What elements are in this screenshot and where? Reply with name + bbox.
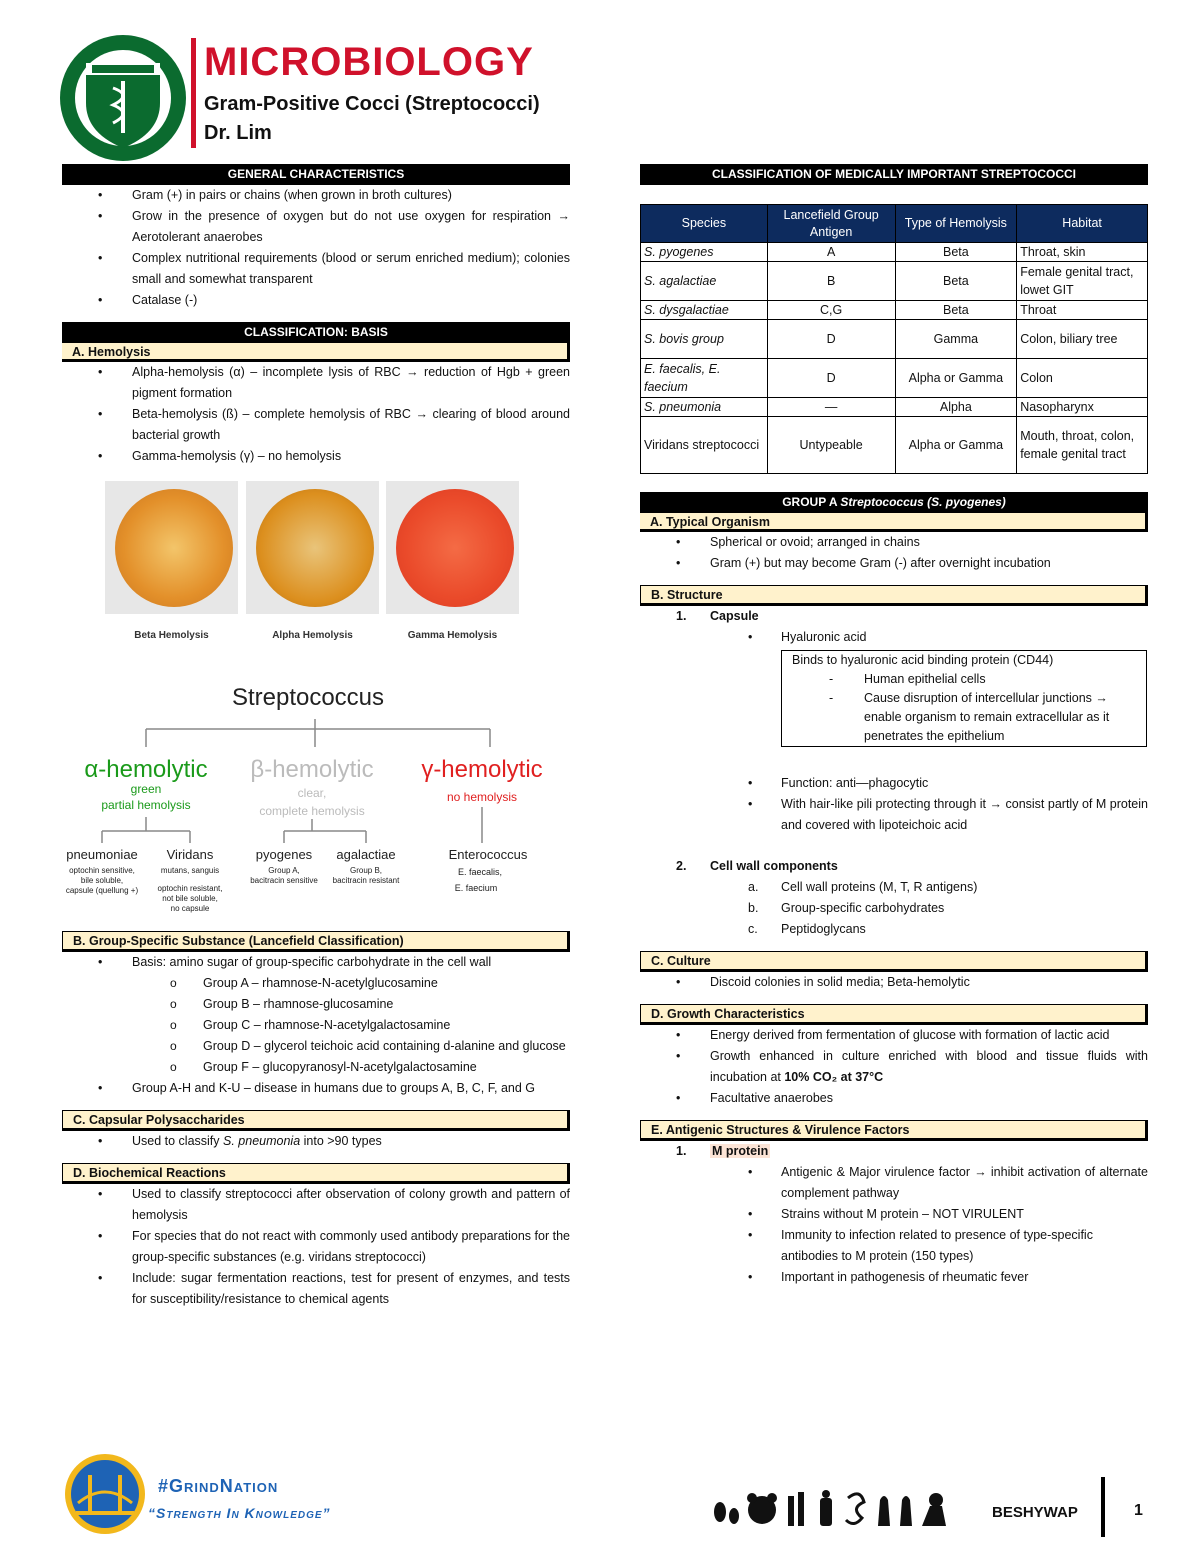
pneumoniae-label: pneumoniae xyxy=(66,847,138,862)
capsular-header: C. Capsular Polysaccharides xyxy=(62,1110,570,1131)
list-item: • Strains without M protein – NOT VIRULENT xyxy=(640,1204,1148,1225)
header-accent-bar xyxy=(191,38,196,148)
leaf-note: mutans, sanguis xyxy=(160,866,220,875)
leaf-note: Group A, xyxy=(268,866,300,875)
list-item: • With hair-like pili protecting through it → consist partly of M protein and covered with lipoteichoic acid xyxy=(640,794,1148,836)
list-item: • Function: anti—phagocytic xyxy=(640,773,1148,794)
capsule-heading: 1. Capsule xyxy=(676,609,759,623)
culture-list xyxy=(640,972,1148,993)
biochemical-list xyxy=(62,1184,570,1310)
lancefield-groups-list xyxy=(62,973,570,1078)
list-item: • Include: sugar fermentation reactions, test for present of enzymes, and tests for susceptibility/resistance to chemical agents xyxy=(62,1268,570,1310)
antigenic-header: E. Antigenic Structures & Virulence Factors xyxy=(640,1120,1148,1141)
typical-organism-list xyxy=(640,532,1148,574)
leaf-note: no capsule xyxy=(170,904,210,913)
bridge-logo xyxy=(64,1453,146,1535)
streptococcus-diagram xyxy=(62,659,570,931)
list-item: • Alpha-hemolysis (α) – incomplete lysis of RBC → reduction of Hgb + green pigment formation xyxy=(62,362,570,404)
table-row: S. dysgalactiae C,G Beta Throat xyxy=(641,301,1148,320)
list-item: • Used to classify S. pneumonia into >90 types xyxy=(62,1131,570,1152)
general-characteristics-list xyxy=(62,185,570,311)
list-item: • Spherical or ovoid; arranged in chains xyxy=(640,532,1148,553)
list-item: • Complex nutritional requirements (blood or serum enriched medium); colonies small and somewhat transparent xyxy=(62,248,570,290)
list-item: • Immunity to infection related to presence of type-specific antibodies to M protein (150 types) xyxy=(640,1225,1148,1267)
enterococcus-label: Enterococcus xyxy=(448,847,528,862)
classification-basis-header: CLASSIFICATION: BASIS xyxy=(62,322,570,343)
leaf-note: Group B, xyxy=(349,866,383,875)
classification-header: CLASSIFICATION OF MEDICALLY IMPORTANT STREPTOCOCCI xyxy=(640,164,1148,185)
beta-hemolytic-label: β-hemolytic xyxy=(250,756,374,783)
footer-divider xyxy=(1101,1477,1105,1537)
list-item: • Beta-hemolysis (ß) – complete hemolysis of RBC → clearing of blood around bacterial growth xyxy=(62,404,570,446)
box-item: - Cause disruption of intercellular junctions → enable organism to remain extracellular as it penetrates the epithelium xyxy=(792,689,1140,746)
list-item: • Growth enhanced in culture enriched with blood and tissue fluids with incubation at 10% CO₂ at 37°C xyxy=(640,1046,1148,1088)
list-item: • Grow in the presence of oxygen but do not use oxygen for respiration → Aerotolerant anaerobes xyxy=(62,206,570,248)
list-item: o Group F – glucopyranosyl-N-acetylgalactosamine xyxy=(62,1057,570,1078)
typical-organism-header: A. Typical Organism xyxy=(640,513,1148,532)
hashtag: #GrindNation xyxy=(158,1476,279,1496)
group-disease-list xyxy=(62,1078,570,1099)
list-item: • Gram (+) in pairs or chains (when grown in broth cultures) xyxy=(62,185,570,206)
agalactiae-label: agalactiae xyxy=(336,847,396,862)
capsular-list xyxy=(62,1131,570,1152)
list-item: • Energy derived from fermentation of glucose with formation of lactic acid xyxy=(640,1025,1148,1046)
gamma-desc: no hemolysis xyxy=(446,790,518,804)
leaf-note: bacitracin sensitive xyxy=(250,876,318,885)
hemolysis-list xyxy=(62,362,570,467)
group-specific-list xyxy=(62,952,570,973)
column-header: Species xyxy=(641,205,768,243)
gamma-hemolytic-label: γ-hemolytic xyxy=(421,756,543,783)
list-item: • Important in pathogenesis of rheumatic fever xyxy=(640,1267,1148,1288)
beta-plate-image xyxy=(105,481,238,614)
lecturer-name: Dr. Lim xyxy=(204,122,272,144)
hemolysis-plates-figure xyxy=(62,481,570,659)
leaf-note: not bile soluble, xyxy=(162,894,218,903)
leaf-note: optochin sensitive, xyxy=(69,866,135,875)
pyogenes-label: pyogenes xyxy=(255,847,313,862)
cellwall-heading: 2. Cell wall components xyxy=(676,859,838,873)
list-item: • Catalase (-) xyxy=(62,290,570,311)
table-header-row xyxy=(641,205,1148,243)
gamma-plate-image xyxy=(386,481,519,614)
biochemical-header: D. Biochemical Reactions xyxy=(62,1163,570,1184)
leaf-note: capsule (quellung +) xyxy=(65,886,139,895)
right-column xyxy=(640,164,1148,1288)
leaf-note: E. faecium xyxy=(454,883,498,893)
beta-desc: complete hemolysis xyxy=(259,804,365,818)
group-a-header: GROUP A Streptococcus (S. pyogenes) xyxy=(640,492,1148,513)
group-specific-header: B. Group-Specific Substance (Lancefield Classification) xyxy=(62,931,570,952)
list-item: • Gram (+) but may become Gram (-) after overnight incubation xyxy=(640,553,1148,574)
alpha-hemolytic-label: α-hemolytic xyxy=(84,756,208,783)
streptococci-table xyxy=(640,204,1148,474)
alpha-plate-image xyxy=(246,481,379,614)
plate-label: Alpha Hemolysis xyxy=(272,630,353,641)
list-item: o Group A – rhamnose-N-acetylglucosamine xyxy=(62,973,570,994)
leaf-note: bacitracin resistant xyxy=(332,876,400,885)
list-item: b. Group-specific carbohydrates xyxy=(748,901,945,915)
page-title: MICROBIOLOGY xyxy=(204,40,534,84)
alpha-desc: partial hemolysis xyxy=(101,798,191,812)
list-item: c. Peptidoglycans xyxy=(748,922,866,936)
list-item: • Facultative anaerobes xyxy=(640,1088,1148,1109)
motto: “Strength In Knowledge” xyxy=(148,1505,331,1521)
cd44-box xyxy=(781,650,1147,747)
left-column xyxy=(62,164,570,1310)
general-characteristics-header: GENERAL CHARACTERISTICS xyxy=(62,164,570,185)
structure-header: B. Structure xyxy=(640,585,1148,606)
column-header: Type of Hemolysis xyxy=(895,205,1017,243)
page-number: 1 xyxy=(1134,1502,1143,1519)
page-subtitle: Gram-Positive Cocci (Streptococci) xyxy=(204,93,540,115)
hemolysis-header: A. Hemolysis xyxy=(62,343,570,362)
leaf-note: optochin resistant, xyxy=(157,884,223,893)
table-row: S. pneumonia — Alpha Nasopharynx xyxy=(641,398,1148,417)
list-item: • Basis: amino sugar of group-specific carbohydrate in the cell wall xyxy=(62,952,570,973)
university-logo xyxy=(58,33,188,163)
leaf-note: E. faecalis, xyxy=(457,867,503,877)
list-item: o Group D – glycerol teichoic acid containing d-alanine and glucose xyxy=(62,1036,570,1057)
list-item: • Used to classify streptococci after observation of colony growth and pattern of hemolysis xyxy=(62,1184,570,1226)
list-item: • Gamma-hemolysis (γ) – no hemolysis xyxy=(62,446,570,467)
table-row: E. faecalis, E. faecium D Alpha or Gamma Colon xyxy=(641,359,1148,398)
list-item: o Group C – rhamnose-N-acetylgalactosamine xyxy=(62,1015,570,1036)
author-name: BESHYWAP xyxy=(992,1504,1078,1521)
list-item: a. Cell wall proteins (M, T, R antigens) xyxy=(748,880,978,894)
list-item: o Group B – rhamnose-glucosamine xyxy=(62,994,570,1015)
list-item: • Group A-H and K-U – disease in humans due to groups A, B, C, F, and G xyxy=(62,1078,570,1099)
column-header: Habitat xyxy=(1017,205,1148,243)
beta-desc: clear, xyxy=(297,786,327,800)
table-row: S. agalactiae B Beta Female genital tract, lowet GIT xyxy=(641,262,1148,301)
growth-list xyxy=(640,1025,1148,1109)
list-item: • Discoid colonies in solid media; Beta-hemolytic xyxy=(640,972,1148,993)
list-item: • For species that do not react with commonly used antibody preparations for the group-specific substances (e.g. viridans streptococci) xyxy=(62,1226,570,1268)
table-row: S. pyogenes A Beta Throat, skin xyxy=(641,243,1148,262)
mprotein-heading: 1. M protein xyxy=(676,1144,769,1158)
table-row: Viridans streptococci Untypeable Alpha or Gamma Mouth, throat, colon, female genital tract xyxy=(641,417,1148,474)
plate-label: Beta Hemolysis xyxy=(134,630,209,641)
hyaluronic-item: • Hyaluronic acid xyxy=(640,627,1148,648)
culture-header: C. Culture xyxy=(640,951,1148,972)
viridans-label: Viridans xyxy=(166,847,214,862)
box-item: - Human epithelial cells xyxy=(792,670,1140,689)
decorative-icons xyxy=(708,1488,978,1528)
column-header: Lancefield Group Antigen xyxy=(767,205,895,243)
diagram-title: Streptococcus xyxy=(231,684,385,711)
plate-label: Gamma Hemolysis xyxy=(407,630,498,641)
table-row: S. bovis group D Gamma Colon, biliary tree xyxy=(641,320,1148,359)
alpha-desc: green xyxy=(130,782,162,796)
list-item: • Antigenic & Major virulence factor → inhibit activation of alternate complement pathway xyxy=(640,1162,1148,1204)
leaf-note: bile soluble, xyxy=(80,876,124,885)
growth-header: D. Growth Characteristics xyxy=(640,1004,1148,1025)
box-title: Binds to hyaluronic acid binding protein (CD44) xyxy=(792,653,1054,667)
